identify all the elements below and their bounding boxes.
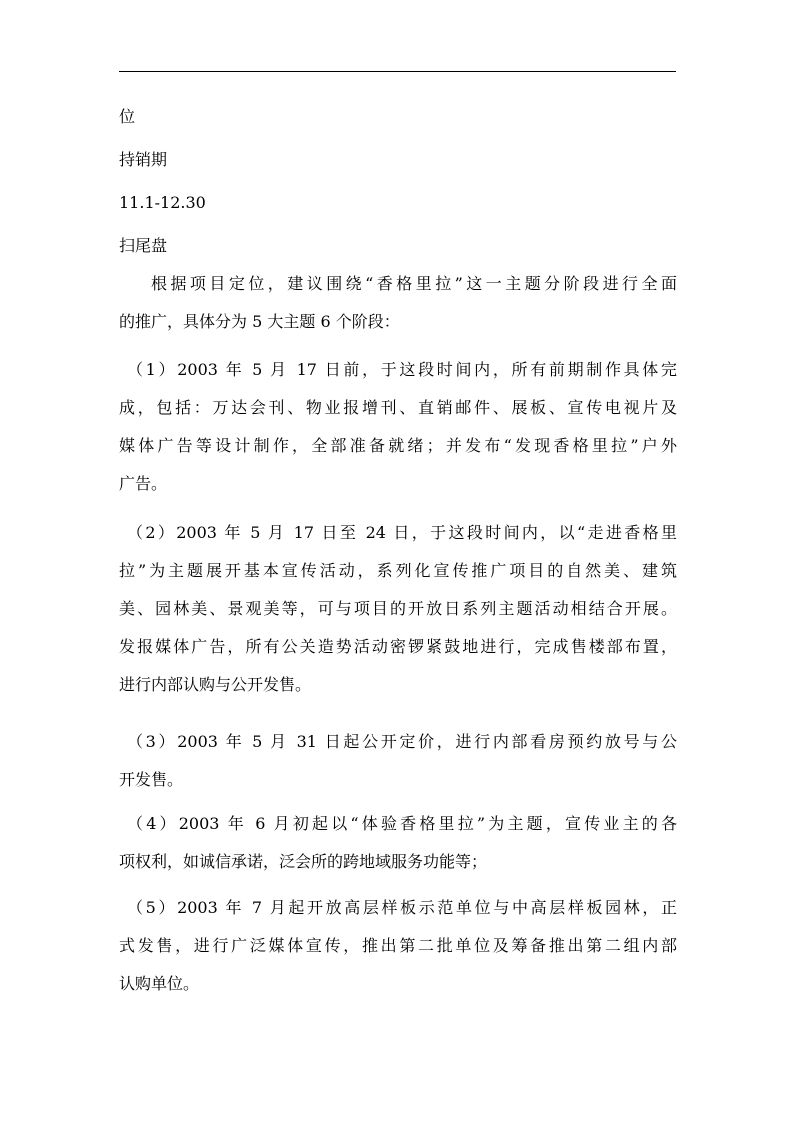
phase-3-line: （3）2003 年 5 月 31 日起公开定价，进行内部看房预约放号与公 bbox=[127, 732, 677, 751]
phase-2-line: 拉”为主题展开基本宣传活动，系列化宣传推广项目的自然美、建筑 bbox=[119, 561, 677, 580]
phase-1-line: 成，包括：万达会刊、物业报增刊、直销邮件、展板、宣传电视片及 bbox=[119, 398, 677, 417]
phase-2-line: （2）2003 年 5 月 17 日至 24 日，于这段时间内，以“走进香格里 bbox=[127, 523, 677, 542]
phase-5-line: （5）2003 年 7 月起开放高层样板示范单位与中高层样板园林，正 bbox=[127, 898, 677, 917]
phase-4-line: （4）2003 年 6 月初起以“体验香格里拉”为主题，宣传业主的各 bbox=[127, 814, 677, 833]
phase-1-line: 广告。 bbox=[119, 474, 168, 493]
phase-5-paragraph bbox=[119, 889, 677, 1003]
header-rule bbox=[119, 71, 676, 72]
phase-4-line: 项权利，如诚信承诺，泛会所的跨地域服务功能等； bbox=[119, 852, 488, 871]
line-final-sale: 扫尾盘 bbox=[119, 236, 168, 255]
phase-1-paragraph bbox=[119, 351, 677, 503]
phase-4-paragraph bbox=[119, 805, 677, 881]
phase-5-line: 认购单位。 bbox=[119, 974, 200, 993]
phase-1-line: （1）2003 年 5 月 17 日前，于这段时间内，所有前期制作具体完 bbox=[127, 360, 677, 379]
phase-2-paragraph bbox=[119, 514, 677, 704]
phase-3-paragraph bbox=[119, 723, 677, 799]
phase-1-line: 媒体广告等设计制作，全部准备就绪；并发布“发现香格里拉”户外 bbox=[119, 436, 677, 455]
intro-line: 根据项目定位，建议围绕“香格里拉”这一主题分阶段进行全面 bbox=[151, 274, 677, 293]
intro-line: 的推广，具体分为 5 大主题 6 个阶段： bbox=[119, 312, 400, 331]
phase-2-line: 发报媒体广告，所有公关造势活动密锣紧鼓地进行，完成售楼部布置， bbox=[119, 637, 677, 656]
line-wei: 位 bbox=[119, 107, 136, 126]
phase-2-line: 美、园林美、景观美等，可与项目的开放日系列主题活动相结合开展。 bbox=[119, 599, 677, 618]
line-date-range: 11.1-12.30 bbox=[119, 193, 206, 212]
phase-5-line: 式发售，进行广泛媒体宣传，推出第二批单位及筹备推出第二组内部 bbox=[119, 936, 677, 955]
line-holding-period: 持销期 bbox=[119, 150, 168, 169]
intro-paragraph bbox=[119, 265, 677, 341]
phase-3-line: 开发售。 bbox=[119, 770, 184, 789]
phase-2-line: 进行内部认购与公开发售。 bbox=[119, 675, 312, 694]
